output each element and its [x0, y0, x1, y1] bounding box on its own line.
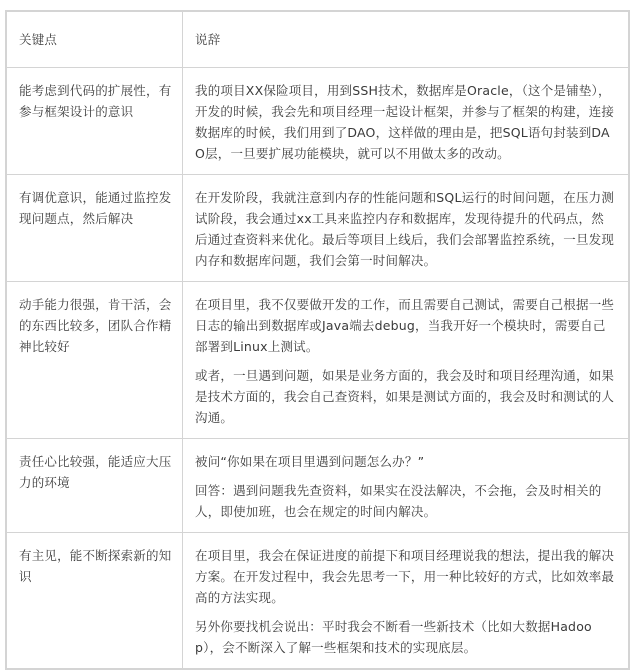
wording-cell: [183, 175, 629, 282]
header-key-point: 关键点: [7, 12, 183, 68]
wording-paragraph: 回答：遇到问题我先查资料，如果实在没法解决，不会拖，会及时相关的人，即使加班，也会在规定的时间内解决。: [195, 483, 602, 519]
key-point-cell: 有调优意识，能通过监控发现问题点，然后解决: [7, 175, 183, 282]
table-row: [7, 533, 629, 669]
wording-paragraph: 或者，一旦遇到问题，如果是业务方面的，我会及时和项目经理沟通，如果是技术方面的，我会自己查资料，如果是测试方面的，我会及时和测试的人沟通。: [195, 368, 615, 425]
interview-points-table: [5, 10, 630, 670]
header-wording: 说辞: [183, 12, 629, 68]
table-row: [7, 439, 629, 533]
wording-paragraph: 在项目里，我会在保证进度的前提下和项目经理说我的想法，提出我的解决方案。在开发过程中，我会先思考一下，用一种比较好的方式，比如效率最高的方法实现。: [195, 548, 615, 605]
wording-cell: [183, 533, 629, 669]
key-point-cell: 责任心比较强，能适应大压力的环境: [7, 439, 183, 533]
wording-paragraph: 在开发阶段，我就注意到内存的性能问题和SQL运行的时间问题，在压力测试阶段，我会通过xx工具来监控内存和数据库，发现待提升的代码点，然后通过查资料来优化。最后等项目上线后，我们会部署监控系统，一旦发现内存和数据库问题，我们会第一时间解决。: [195, 190, 615, 268]
wording-paragraph: 另外你要找机会说出：平时我会不断看一些新技术（比如大数据Hadoop），会不断深入了解一些框架和技术的实现底层。: [195, 619, 592, 655]
wording-cell: [183, 68, 629, 175]
key-point-cell: 动手能力很强，肯干活，会的东西比较多，团队合作精神比较好: [7, 282, 183, 439]
wording-paragraph: 在项目里，我不仅要做开发的工作，而且需要自己测试，需要自己根据一些日志的输出到数据库或Java端去debug，当我开好一个模块时，需要自己部署到Linux上测试。: [195, 297, 615, 354]
wording-cell: [183, 282, 629, 439]
table: [6, 11, 629, 669]
wording-cell: [183, 439, 629, 533]
table-header-row: [7, 12, 629, 68]
table-row: [7, 282, 629, 439]
table-row: [7, 175, 629, 282]
wording-paragraph: 我的项目XX保险项目，用到SSH技术，数据库是Oracle，（这个是铺垫），开发的时候，我会先和项目经理一起设计框架，并参与了框架的构建，连接数据库的时候，我们用到了DAO，这样做的理由是，把SQL语句封装到DAO层，一旦要扩展功能模块，就可以不用做太多的改动。: [195, 83, 615, 161]
wording-paragraph: 被问“你如果在项目里遇到问题怎么办？”: [195, 454, 425, 469]
table-row: [7, 68, 629, 175]
key-point-cell: 有主见，能不断探索新的知识: [7, 533, 183, 669]
key-point-cell: 能考虑到代码的扩展性，有参与框架设计的意识: [7, 68, 183, 175]
